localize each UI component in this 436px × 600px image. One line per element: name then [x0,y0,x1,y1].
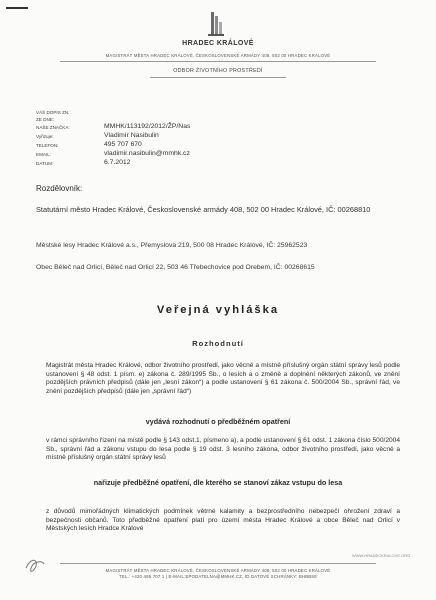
decision-heading: Rozhodnutí [192,339,244,348]
city-logo-icon [206,10,226,36]
footer-text [40,568,396,580]
footer-address: MAGISTRÁT MĚSTA HRADEC KRÁLOVÉ, ČESKOSLOVENSKÉ ARMÁDY 408, 502 00 HRADEC KRÁLOVÉ [105,568,331,573]
city-name: HRADEC KRÁLOVÉ [182,40,254,47]
department-name: ODBOR ŽIVOTNÍHO PROSTŘEDÍ [173,68,263,74]
header-divider [60,61,376,62]
document-title: Veřejná vyhláška [156,304,280,316]
email-address: vladimir.nasibulin@mmhk.cz [104,150,190,157]
department-divider [150,77,286,78]
label-datum: DATUM: [36,161,54,166]
forest-entry-ban-line: nařizuje předběžné opatření, dle kterého se stanoví zákaz vstupu do lesa [93,478,343,487]
label-ze-dne: ZE DNE: [36,117,55,122]
decision-paragraph: Magistrát města Hradec Králové, odbor životního prostředí, jako věcně a místně příslušný orgán státní správy lesů podle ustanovení § 48 odst. 1 písm. e) zákona č. 289/1995 Sb., o lesích a o změně a doplnění některých zákonů, ve znění pozdějších právních předpisů (dále jen „lesní zákon“) a podle ustanovení § 61 zákona č. 500/2004 Sb., správní řád, ve znění pozdějších předpisů (dále jen „správní řád“) [46,362,400,395]
website-url: WWW.HRADECKRALOVE.ORG [352,553,411,558]
footer-contacts: TEL.: +420 495 707 1 | E-MAIL:EPODATELNA@MMHK.CZ, ID DATOVÉ SCHRÁNKY: BHBB9S [119,574,317,579]
recipient-city: Statutární město Hradec Králové, Československé armády 408, 502 00 Hradec Králové, IČ: 00268810 [36,205,371,214]
phone-number: 495 707 670 [104,141,142,148]
label-nase-znacka: NAŠE ZNAČKA: [36,125,70,130]
handler-name: Vladimír Nasibulin [104,132,159,139]
label-email: EMAIL: [36,152,52,157]
top-dash-mark [6,7,28,9]
recipient-forests: Městské lesy Hradec Králové a.s., Přemyslova 219, 500 08 Hradec Králové, IČ: 25962523 [36,242,308,249]
distribution-heading: Rozdělovník: [36,184,83,193]
label-vyrizuje: Vyřizuje: [36,134,54,139]
procedure-paragraph: v rámci správního řízení na místě podle § 143 odst.1, písmeno a), a podle ustanovení § 61 odst. 1 zákona číslo 500/2004 Sb., správní řád a zákonu vstupu do lesa podle § 19 odst. 3 lesního zákona, odbor životního prostředí, jako věcně a místně příslušný orgán státní správy lesů [46,437,400,461]
footer-divider [60,563,376,564]
label-vas-dopis: VÁŠ DOPIS ZN.: [36,110,71,115]
reason-paragraph: z důvodů mimořádných klimatických podmínek větrné kalamity a bezprostředního nebezpečí ohrožení zdraví a bezpečnosti občanů. Toto předběžné opatření platí pro území města Hradec Králové a obce Běleč nad Orlicí v Městských lesích Hradce Králové [46,508,400,532]
magistrat-address-line: MAGISTRÁT MĚSTA HRADEC KRÁLOVÉ, ČESKOSLOVENSKÉ ARMÁDY 408, 502 00 HRADEC KRÁLOVÉ [105,53,331,58]
document-date: 6.7.2012 [104,159,131,166]
reference-number: MMHK/113192/2012/ŽP/Nas [104,123,191,130]
label-telefon: TELEFON: [36,143,59,148]
recipient-belec: Obec Běleč nad Orlicí, Běleč nad Orlicí 22, 503 46 Třebechovice pod Orebem, IČ: 00268615 [36,264,315,271]
issues-measure-line: vydává rozhodnutí o předběžném opatření [145,417,291,426]
